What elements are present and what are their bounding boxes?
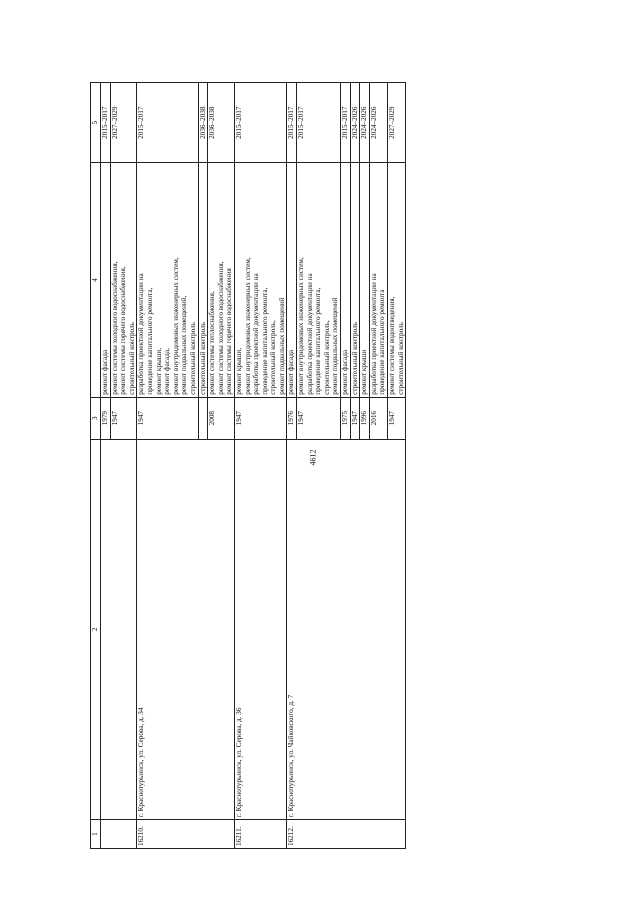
year-cell: 2008	[208, 397, 235, 439]
work-cell	[208, 163, 235, 397]
work-cell	[350, 163, 360, 397]
table-row	[137, 83, 198, 849]
header-row	[91, 83, 101, 849]
year-cell: 1947	[350, 397, 360, 439]
work-cell: ремонт фасада	[101, 163, 111, 397]
row-number-cell: 16210.	[137, 820, 235, 849]
address-cell: г. Краснотурьинск, ул. Серова, д. 36	[234, 439, 287, 820]
period-cell: 2015–2017	[341, 83, 351, 163]
year-cell: 1947	[137, 397, 198, 439]
address-cell: г. Краснотурьинск, ул. Серова, д. 34	[137, 439, 235, 820]
work-line: ремонт внутридомовых инженерных систем,	[243, 257, 252, 395]
work-line: ремонт подвальных помещений	[331, 297, 340, 395]
work-line: ремонт крыши	[360, 349, 369, 395]
work-line: проведение капитального ремонта,	[145, 287, 154, 395]
work-line: ремонт системы горячего водоснабжения,	[119, 266, 128, 395]
page-number: 4612	[308, 449, 318, 466]
header-col-5: 5	[91, 83, 101, 163]
work-line: строительный контроль	[350, 322, 359, 395]
work-line: ремонт фасада	[287, 349, 296, 395]
work-line: проведение капитального ремонта,	[260, 287, 269, 395]
year-cell: 2016	[369, 397, 387, 439]
work-cell	[198, 163, 208, 397]
work-line: ремонт подвальных помещений,	[180, 295, 189, 395]
row-number-cell: 16212.	[287, 820, 406, 849]
year-cell: 1947	[297, 397, 341, 439]
work-line: ремонт внутридомовых инженерных систем,	[171, 257, 180, 395]
period-cell: 2024–2026	[350, 83, 360, 163]
year-cell: 1996	[360, 397, 370, 439]
capital-repair-table-page	[90, 82, 517, 849]
period-cell: 2015–2017	[234, 83, 287, 163]
address-cell	[101, 439, 137, 820]
work-cell	[110, 163, 137, 397]
work-cell	[297, 163, 341, 397]
work-cell	[287, 163, 297, 397]
period-cell: 2015–2017	[297, 83, 341, 163]
year-cell	[198, 397, 208, 439]
period-cell: 2027–2029	[110, 83, 137, 163]
table-row	[101, 83, 111, 849]
period-cell: 2036–2038	[208, 83, 235, 163]
year-cell: 1947	[388, 397, 406, 439]
work-line: разработка проектной документации на	[252, 273, 261, 395]
work-line: ремонт фасада,	[163, 348, 172, 395]
work-cell	[360, 163, 370, 397]
work-line: ремонт фасада	[341, 349, 350, 395]
work-line: проведение капитального ремонта	[378, 289, 387, 395]
header-col-4: 4	[91, 163, 101, 397]
header-col-1: 1	[91, 820, 101, 849]
row-number-cell	[101, 820, 137, 849]
table-row	[287, 83, 297, 849]
work-cell	[137, 163, 198, 397]
year-cell: 1979	[101, 397, 111, 439]
repair-schedule-table	[90, 82, 406, 849]
work-cell	[388, 163, 406, 397]
work-line: строительный контроль	[188, 322, 197, 395]
year-cell: 1947	[110, 397, 137, 439]
work-line: ремонт системы водоотведения,	[388, 296, 396, 395]
work-cell	[234, 163, 287, 397]
work-line: ремонт системы холодного водоснабжения,	[110, 261, 119, 395]
period-cell: 2024–2026	[360, 83, 370, 163]
header-col-3: 3	[91, 397, 101, 439]
year-cell: 1975	[341, 397, 351, 439]
address-cell: г. Краснотурьинск, ул. Чайковского, д. 7	[287, 439, 406, 820]
header-col-2: 2	[91, 439, 101, 820]
work-cell	[369, 163, 387, 397]
period-cell: 2027–2029	[388, 83, 406, 163]
work-line: ремонт системы горячего водоснабжения	[225, 268, 234, 395]
work-cell	[341, 163, 351, 397]
work-line: строительный контроль	[198, 322, 207, 395]
work-line: строительный контроль	[396, 322, 405, 395]
work-line: разработка проектной документации на	[137, 273, 146, 395]
row-number-cell: 16211.	[234, 820, 287, 849]
work-line: ремонт крыши,	[234, 347, 243, 395]
period-cell: 2024–2026	[369, 83, 387, 163]
year-cell: 1947	[234, 397, 287, 439]
work-line: ремонт системы холодного водоснабжения,	[216, 261, 225, 395]
work-line: строительный контроль,	[269, 320, 278, 395]
year-cell: 1976	[287, 397, 297, 439]
work-line: проведение капитального ремонта,	[314, 287, 323, 395]
work-line: ремонт подвальных помещений	[277, 297, 286, 395]
period-cell: 2015–2017	[137, 83, 198, 163]
period-cell: 2036–2038	[198, 83, 208, 163]
work-line: ремонт крыши,	[154, 347, 163, 395]
work-line: разработка проектной документации на	[369, 273, 378, 395]
work-line: строительный контроль	[127, 322, 136, 395]
period-cell: 2015–2017	[287, 83, 297, 163]
work-line: строительный контроль,	[322, 320, 331, 395]
work-line: разработка проектной документации на	[305, 273, 314, 395]
table-row	[234, 83, 287, 849]
work-line: ремонт внутридомовых инженерных систем,	[297, 257, 306, 395]
period-cell: 2015–2017	[101, 83, 111, 163]
work-line: ремонт системы теплоснабжения,	[208, 291, 217, 395]
